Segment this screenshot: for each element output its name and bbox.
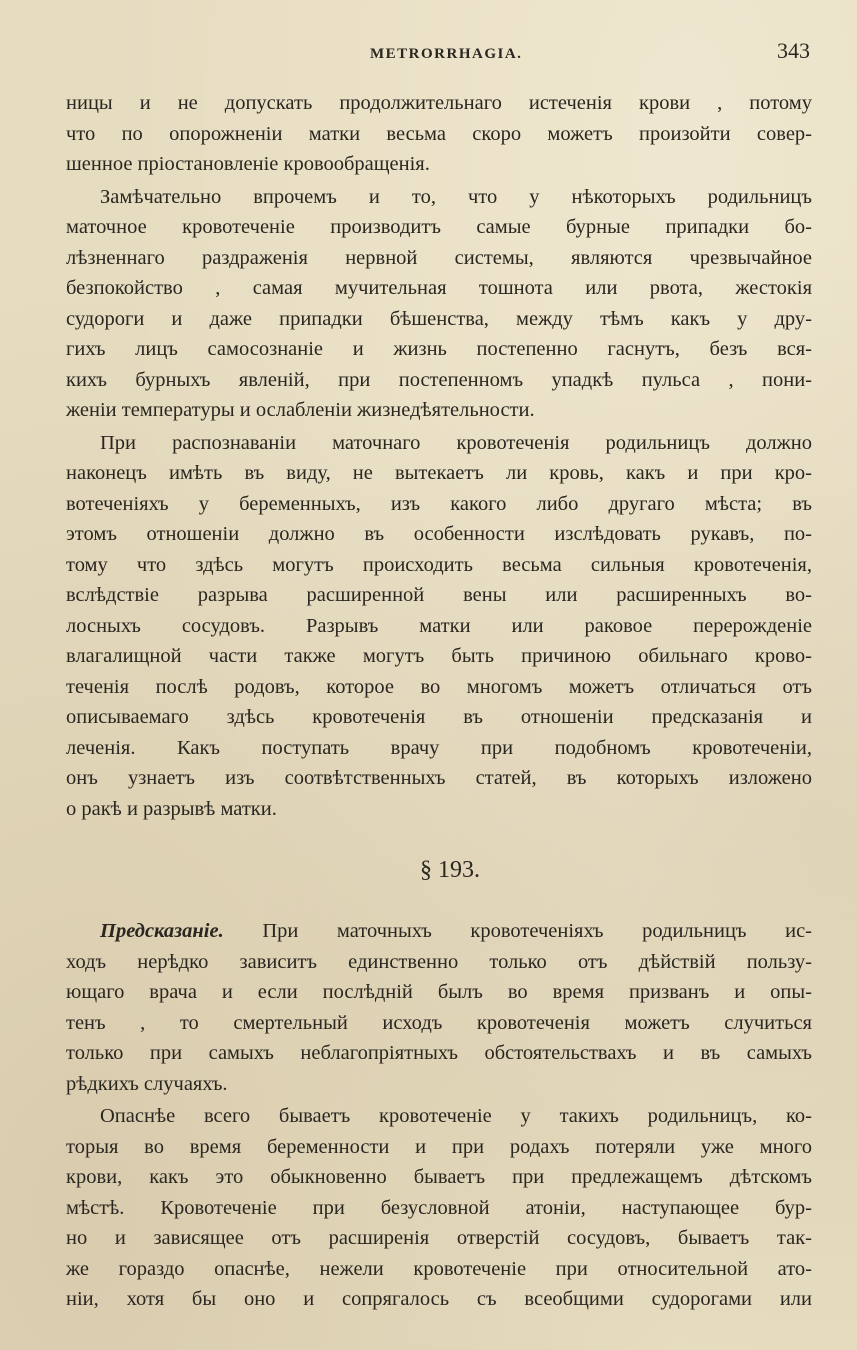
- text-line: торыя во время беременности и при родахъ потеряли уже много: [66, 1135, 812, 1158]
- body-text: [66, 88, 812, 1317]
- text-line: же гораздо опаснѣе, нежели кровотеченіе при относительной ато-: [66, 1257, 812, 1280]
- text-line: ницы и не допускать продолжительнаго истеченія крови , потому: [66, 92, 812, 114]
- text-line: женіи температуры и ослабленіи жизнедѣятельности.: [66, 399, 535, 421]
- text-line: вотеченіяхъ у беременныхъ, изъ какого либо другаго мѣста; въ: [66, 492, 812, 515]
- paragraph: [66, 1101, 812, 1315]
- text-line: мѣстѣ. Кровотеченіе при безусловной атоніи, наступающее бур-: [66, 1196, 812, 1219]
- text-line: ющаго врача и если послѣдній былъ во время призванъ и опы-: [66, 981, 812, 1003]
- text-line: кихъ бурныхъ явленій, при постепенномъ упадкѣ пульса , пони-: [66, 368, 812, 391]
- running-head: [60, 38, 810, 68]
- text-line: этомъ отношеніи должно въ особенности изслѣдовать рукавъ, по-: [66, 523, 812, 545]
- text-line: лѣзненнаго раздраженія нервной системы, являются чрезвычайное: [66, 246, 812, 269]
- paragraph: [66, 88, 812, 180]
- text-line: гихъ лицъ самосознаніе и жизнь постепенно гаснутъ, безъ вся-: [66, 338, 812, 360]
- text-line: вслѣдствіе разрыва расширенной вены или расширенныхъ во-: [66, 584, 812, 606]
- text-line: судороги и даже припадки бѣшенства, между тѣмъ какъ у дру-: [66, 307, 812, 330]
- running-title: METRORRHAGIA.: [370, 46, 523, 62]
- text-line: рѣдкихъ случаяхъ.: [66, 1072, 228, 1095]
- text-line: [66, 916, 812, 947]
- text-line: наконецъ имѣть въ виду, не вытекаетъ ли кровь, какъ и при кро-: [66, 462, 812, 484]
- paragraph: [66, 182, 812, 426]
- text-line: тому что здѣсь могутъ происходить весьма сильныя кровотеченія,: [66, 553, 812, 576]
- text-line: шенное пріостановленіе кровообращенія.: [66, 153, 430, 175]
- text-line: теченія послѣ родовъ, которое во многомъ можетъ отличаться отъ: [66, 675, 812, 698]
- text-line: влагалищной части также могутъ быть причиною обильнаго крово-: [66, 645, 812, 667]
- text-line: о ракѣ и разрывѣ матки.: [66, 797, 277, 820]
- section-heading: § 193.: [420, 857, 480, 883]
- paragraph-lead: Предсказаніе.: [100, 920, 224, 942]
- text-line: Замѣчательно впрочемъ и то, что у нѣкоторыхъ родильницъ: [100, 185, 812, 208]
- text-line: маточное кровотеченіе производитъ самые бурные припадки бо-: [66, 216, 812, 238]
- text-line: только при самыхъ неблагопріятныхъ обстоятельствахъ и въ самыхъ: [66, 1042, 812, 1064]
- paragraph: [66, 916, 812, 1099]
- text-line: что по опорожненіи матки весьма скоро можетъ произойти совер-: [66, 122, 812, 145]
- text-line: онъ узнаетъ изъ соотвѣтственныхъ статей, въ которыхъ изложено: [66, 767, 812, 789]
- page-number: 343: [777, 38, 810, 63]
- text-line: Опаснѣе всего бываетъ кровотеченіе у такихъ родильницъ, ко-: [100, 1105, 812, 1127]
- text-line: безпокойство , самая мучительная тошнота или рвота, жестокія: [66, 277, 812, 299]
- text-run: При маточныхъ кровотеченіяхъ родильницъ ис-: [223, 920, 812, 942]
- text-line: крови, какъ это обыкновенно бываетъ при предлежащемъ дѣтскомъ: [66, 1166, 812, 1188]
- paragraph: [66, 428, 812, 825]
- text-line: леченія. Какъ поступать врачу при подобномъ кровотеченіи,: [66, 736, 812, 759]
- text-line: тенъ , то смертельный исходъ кровотеченія можетъ случиться: [66, 1011, 812, 1034]
- text-line: ніи, хотя бы оно и сопрягалось съ всеобщими судорогами или: [66, 1288, 812, 1310]
- text-line: описываемаго здѣсь кровотеченія въ отношеніи предсказанія и: [66, 706, 812, 728]
- text-line: При распознаваніи маточнаго кровотеченія родильницъ должно: [100, 431, 812, 454]
- text-line: лосныхъ сосудовъ. Разрывъ матки или раковое перерожденіе: [66, 614, 812, 637]
- text-line: но и зависящее отъ расширенія отверстій сосудовъ, бываетъ так-: [66, 1227, 812, 1249]
- text-line: ходъ нерѣдко зависитъ единственно только отъ дѣйствій пользу-: [66, 950, 812, 973]
